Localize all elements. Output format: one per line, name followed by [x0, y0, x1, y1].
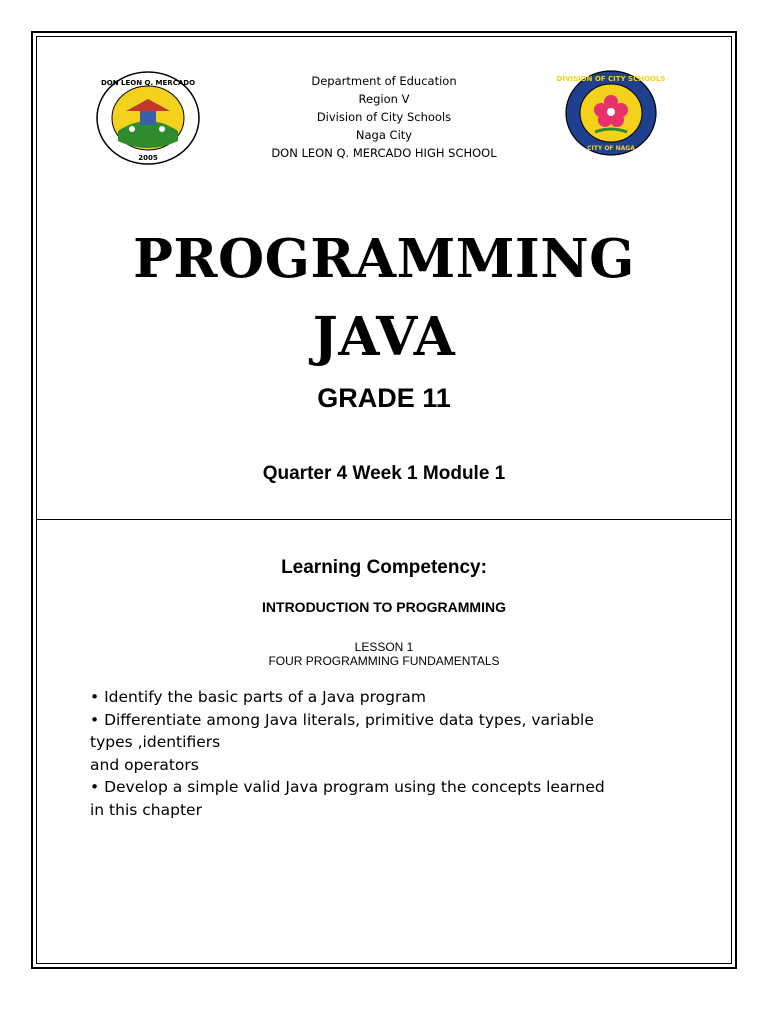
objective-line: • Develop a simple valid Java program using the concepts learned	[90, 778, 605, 796]
lesson-number: LESSON 1	[354, 640, 414, 654]
page-border-inner	[36, 36, 732, 964]
header-division: Division of City Schools	[316, 110, 452, 124]
lesson-name: FOUR PROGRAMMING FUNDAMENTALS	[268, 654, 500, 668]
header-region: Region V	[358, 92, 410, 106]
title-java: JAVA	[312, 306, 456, 368]
objective-line: and operators	[90, 755, 199, 774]
title-programming: PROGRAMMING	[133, 228, 635, 290]
school-seal-icon	[96, 71, 200, 165]
intro-heading: INTRODUCTION TO PROGRAMMING	[262, 599, 506, 615]
objective-line: • Differentiate among Java literals, primitive data types, variable	[90, 710, 594, 729]
objectives-list	[90, 686, 690, 821]
objective-line: • Identify the basic parts of a Java program	[90, 688, 426, 706]
section-divider	[36, 519, 732, 520]
objective-line: types ,identifiers	[90, 733, 221, 751]
header-department: Department of Education	[311, 74, 457, 88]
header-city: Naga City	[355, 128, 413, 142]
quarter-label: Quarter 4 Week 1 Module 1	[262, 463, 506, 484]
lesson-block	[184, 640, 584, 668]
svg-text:CITY OF NAGA: CITY OF NAGA	[587, 145, 635, 152]
svg-text:2005: 2005	[138, 154, 158, 162]
division-seal-icon	[556, 70, 666, 156]
svg-text:DIVISION OF CITY SCHOOLS: DIVISION OF CITY SCHOOLS	[556, 75, 666, 83]
objective-line: in this chapter	[90, 800, 202, 819]
grade-label: GRADE 11	[317, 383, 451, 413]
header-school: DON LEON Q. MERCADO HIGH SCHOOL	[271, 146, 497, 160]
competency-heading: Learning Competency:	[281, 557, 487, 578]
header-institution	[234, 72, 534, 162]
svg-text:DON LEON Q. MERCADO: DON LEON Q. MERCADO	[100, 79, 196, 87]
